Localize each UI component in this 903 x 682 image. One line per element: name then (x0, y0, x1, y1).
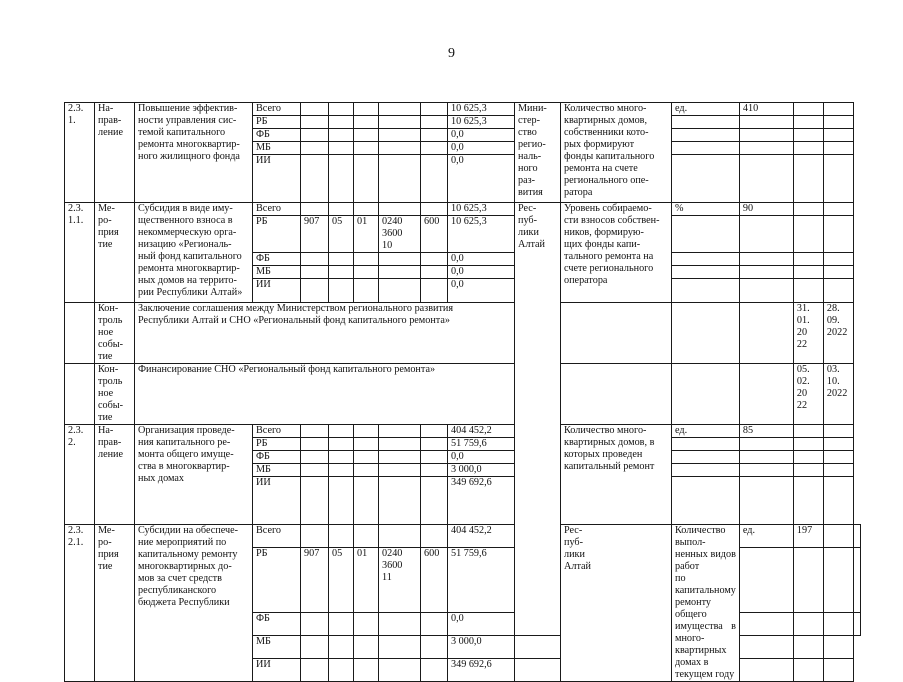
amount: 10 625,3 (448, 203, 515, 216)
amount: 3 000,0 (448, 636, 515, 659)
program-table (64, 102, 861, 682)
csr-code: 0240 3600 10 (379, 216, 421, 253)
executor: Мини- стер- ство регио- наль- ного раз- вития (515, 103, 561, 203)
event-text: Финансирование СНО «Региональный фонд капитального ремонта» (135, 364, 515, 425)
table-row (65, 203, 861, 216)
rz-code: 05 (329, 216, 354, 253)
funding-source: РБ (253, 547, 301, 612)
amount: 3 000,0 (448, 464, 515, 477)
row-type: На- прав- ление (95, 425, 135, 525)
unit: ед. (739, 525, 793, 548)
row-number: 2.3. 1.1. (65, 203, 95, 303)
row-type: Ме- рo- прия тие (95, 525, 135, 682)
amount: 0,0 (448, 155, 515, 203)
amount: 0,0 (448, 253, 515, 266)
amount: 51 759,6 (448, 547, 515, 612)
table-row (65, 303, 861, 364)
amount: 10 625,3 (448, 116, 515, 129)
amount: 349 692,6 (448, 659, 515, 682)
table-row (65, 364, 861, 425)
funding-source: Всего (253, 425, 301, 438)
executor: Рес- пуб- лики Алтай (561, 525, 672, 682)
amount: 10 625,3 (448, 103, 515, 116)
pr-code: 01 (354, 216, 379, 253)
row-type: На- прав- ление (95, 103, 135, 203)
vr-code: 600 (421, 216, 448, 253)
amount: 0,0 (448, 613, 515, 636)
table-row (65, 525, 861, 548)
table-row (65, 425, 861, 438)
event-type: Кон- троль ное собы- тие (95, 303, 135, 364)
indicator: Количество выпол- ненных видов работ по капитальному ремонту общего имущества в много- квартирных домах в текущем году (672, 525, 740, 682)
amount: 0,0 (448, 129, 515, 142)
row-name: Повышение эффектив- ности управления сис- темой капитального ремонта многоквартир- ного жилищного фонда (135, 103, 253, 203)
funding-source: МБ (253, 142, 301, 155)
funding-source: ИИ (253, 477, 301, 525)
row-name: Субсидии на обеспече- ние мероприятий по капитальному ремонту многоквартирных до- мов за счет средств республиканского бюджета Республики (135, 525, 253, 682)
event-text: Заключение соглашения между Министерством регионального развития Республики Алтай и СНО «Региональный фонд капитального ремонта» (135, 303, 515, 364)
funding-source: МБ (253, 266, 301, 279)
event-type: Кон- троль ное собы- тие (95, 364, 135, 425)
amount: 0,0 (448, 451, 515, 464)
funding-source: ФБ (253, 129, 301, 142)
unit: % (672, 203, 740, 216)
row-number: 2.3. 2. (65, 425, 95, 525)
funding-source: Всего (253, 203, 301, 216)
amount: 349 692,6 (448, 477, 515, 525)
csr-code: 0240 3600 11 (379, 547, 421, 612)
funding-source: ИИ (253, 155, 301, 203)
executor: Рес- пуб- лики Алтай (515, 203, 561, 636)
indicator: Количество много- квартирных домов, собственники кото- рых формируют фонды капитального ремонта на счете регионального опе- ратора (561, 103, 672, 203)
event-start-date: 31. 01. 20 22 (793, 303, 823, 364)
funding-source: РБ (253, 116, 301, 129)
vr-code: 600 (421, 547, 448, 612)
indicator-value: 410 (739, 103, 793, 116)
funding-source: Всего (253, 525, 301, 548)
funding-source: ИИ (253, 659, 301, 682)
unit: ед. (672, 425, 740, 438)
amount: 10 625,3 (448, 216, 515, 253)
funding-source: МБ (253, 636, 301, 659)
row-type: Ме- ро- прия тие (95, 203, 135, 303)
amount: 404 452,2 (448, 525, 515, 548)
funding-source: ФБ (253, 613, 301, 636)
amount: 0,0 (448, 279, 515, 303)
amount: 404 452,2 (448, 425, 515, 438)
funding-source: МБ (253, 464, 301, 477)
gr-code: 907 (301, 216, 329, 253)
gr-code: 907 (301, 547, 329, 612)
funding-source: Всего (253, 103, 301, 116)
funding-source: ФБ (253, 451, 301, 464)
event-start-date: 05. 02. 20 22 (793, 364, 823, 425)
page-number: 9 (448, 46, 455, 61)
indicator-value: 90 (739, 203, 793, 216)
funding-source: ИИ (253, 279, 301, 303)
amount: 0,0 (448, 266, 515, 279)
row-name: Субсидия в виде иму- щественного взноса в некоммерческую орга- низацию «Региональ- ный фонд капитального ремонта многоквартир- ных домов на террито- рии Республики Алтай» (135, 203, 253, 303)
indicator-value: 197 (793, 525, 823, 548)
event-end-date: 03. 10. 2022 (823, 364, 853, 425)
pr-code: 01 (354, 547, 379, 612)
amount: 0,0 (448, 142, 515, 155)
row-number: 2.3. 1. (65, 103, 95, 203)
indicator: Количество много- квартирных домов, в которых проведен капитальный ремонт (561, 425, 672, 525)
funding-source: РБ (253, 216, 301, 253)
row-name: Организация проведе- ния капитального ре- монта общего имуще- ства в многоквартир- ных домах (135, 425, 253, 525)
event-end-date: 28. 09. 2022 (823, 303, 853, 364)
rz-code: 05 (329, 547, 354, 612)
amount: 51 759,6 (448, 438, 515, 451)
indicator-value: 85 (739, 425, 793, 438)
funding-source: РБ (253, 438, 301, 451)
funding-source: ФБ (253, 253, 301, 266)
row-number: 2.3. 2.1. (65, 525, 95, 682)
indicator: Уровень собираемо- сти взносов собствен- ников, формирую- щих фонды капи- тального ремонта на счете регионального оператора (561, 203, 672, 303)
unit: ед. (672, 103, 740, 116)
table-row (65, 103, 861, 116)
